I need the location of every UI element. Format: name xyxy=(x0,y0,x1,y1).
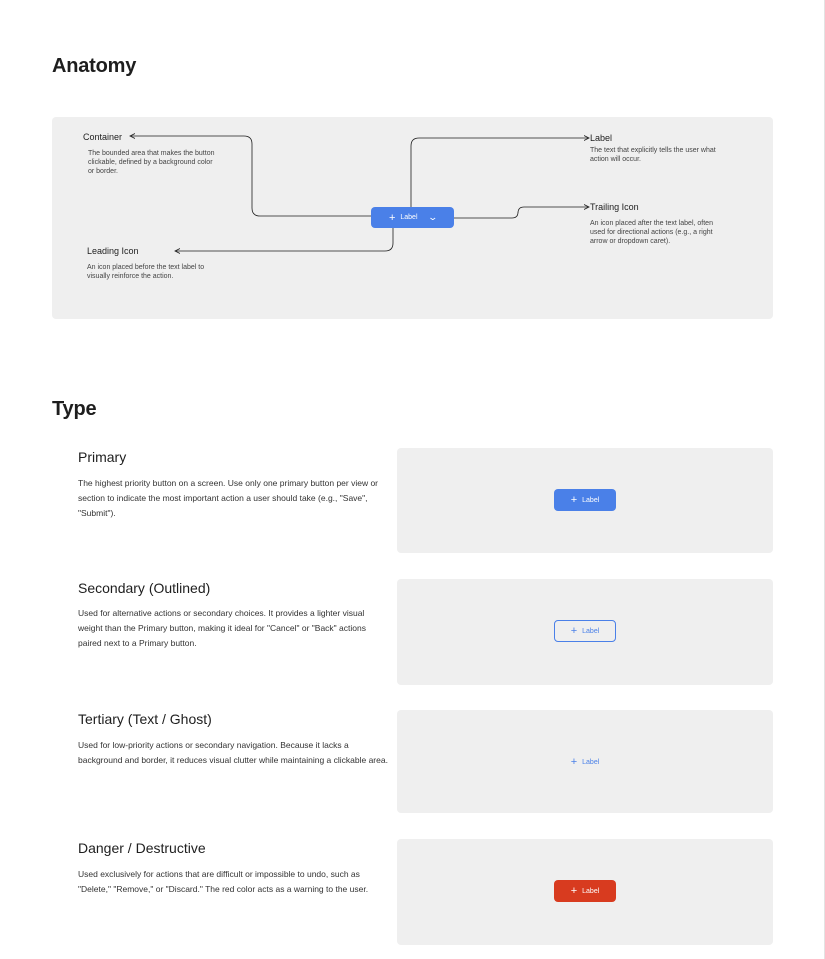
chevron-down-icon: ⌄ xyxy=(427,212,438,222)
container-title: Container xyxy=(83,132,123,142)
anatomy-button-label: Label xyxy=(400,214,418,221)
label-description: The text that explicitly tells the user what action will occur. xyxy=(590,147,716,163)
leading-icon-annotation xyxy=(87,245,217,281)
container-description: The bounded area that makes the button clickable, defined by a background color or border. xyxy=(88,150,215,175)
trailing-icon-annotation xyxy=(590,201,720,246)
primary-button-label: Label xyxy=(582,496,600,504)
primary-description: The highest priority button on a screen. Use only one primary button per view or section to indicate the most important action a user should take (e.g., "Save", "Submit"). xyxy=(78,478,379,518)
primary-button[interactable] xyxy=(554,489,616,511)
danger-button-label: Label xyxy=(582,887,600,895)
primary-title: Primary xyxy=(78,449,127,465)
tertiary-description: Used for low-priority actions or secondary navigation. Because it lacks a background and border, it reduces visual clutter while maintaining a clickable area. xyxy=(78,740,388,765)
plus-icon: + xyxy=(388,211,396,224)
container-annotation xyxy=(83,131,218,176)
trailing-icon-description: An icon placed after the text label, often used for directional actions (e.g., a right arrow or dropdown caret). xyxy=(590,220,713,245)
leading-icon-description: An icon placed before the text label to visually reinforce the action. xyxy=(87,264,205,280)
anatomy-heading: Anatomy xyxy=(52,55,137,77)
secondary-button-label: Label xyxy=(582,627,600,635)
trailing-icon-title: Trailing Icon xyxy=(590,202,639,212)
danger-button[interactable] xyxy=(554,880,616,902)
label-annotation xyxy=(590,132,720,164)
type-heading: Type xyxy=(52,398,97,420)
plus-icon: + xyxy=(570,494,578,506)
secondary-title: Secondary (Outlined) xyxy=(78,580,211,596)
tertiary-button-label: Label xyxy=(582,758,600,766)
leading-icon-title: Leading Icon xyxy=(87,246,139,256)
secondary-outlined-button[interactable] xyxy=(554,620,616,642)
danger-description: Used exclusively for actions that are difficult or impossible to undo, such as "Delete," "Remove," or "Discard." The red color acts as a warning to the user. xyxy=(78,869,369,894)
label-title: Label xyxy=(590,133,613,143)
secondary-description: Used for alternative actions or secondary choices. It provides a lighter visual weight than the Primary button, making it ideal for "Cancel" or "Back" actions paired next to a Primary button. xyxy=(78,608,366,648)
plus-icon: + xyxy=(570,625,578,637)
anatomy-example-button[interactable] xyxy=(371,207,454,228)
tertiary-ghost-button[interactable] xyxy=(554,751,616,773)
tertiary-title: Tertiary (Text / Ghost) xyxy=(78,711,212,727)
danger-title: Danger / Destructive xyxy=(78,840,206,856)
plus-icon: + xyxy=(570,885,578,897)
plus-icon: + xyxy=(570,756,578,768)
